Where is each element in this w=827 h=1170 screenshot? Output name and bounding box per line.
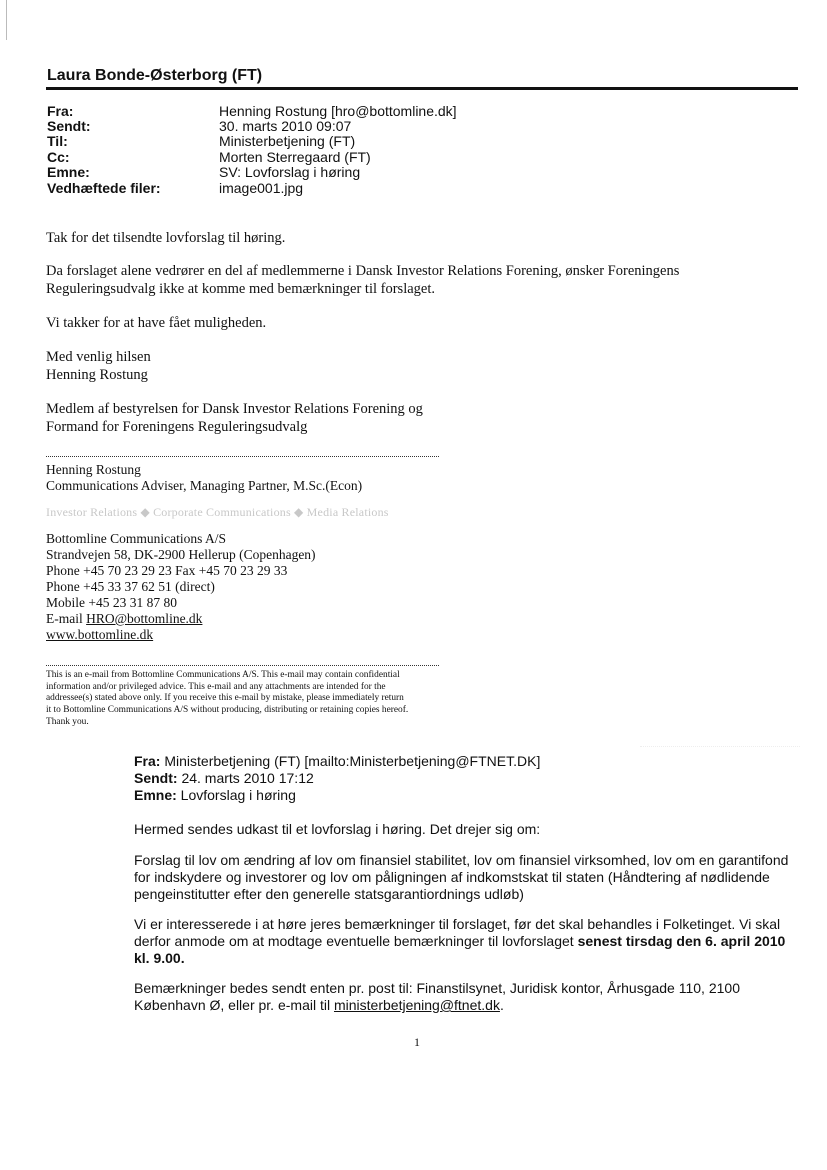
field-value: SV: Lovforslag i høring xyxy=(219,164,361,180)
forwarded-line: Forslag til lov om ændring af lov om finansiel stabilitet, lov om finansiel virksomhed, lov om en garantifond xyxy=(134,852,789,868)
header-rule xyxy=(46,87,798,90)
signature-title: Communications Adviser, Managing Partner, M.Sc.(Econ) xyxy=(46,478,363,493)
field-label: Vedhæftede filer: xyxy=(47,180,161,196)
reply-line: Da forslaget alene vedrører en del af medlemmerne i Dansk Investor Relations Forening, ønsker Foreningens xyxy=(46,263,680,279)
forwarded-line xyxy=(134,950,794,967)
field-label: Cc: xyxy=(47,149,70,165)
disclaimer-line: Thank you. xyxy=(46,716,89,727)
forwarded-sendt xyxy=(134,770,794,787)
forwarded-paragraph xyxy=(134,852,794,903)
closing-greeting: Med venlig hilsen xyxy=(46,349,151,365)
forwarded-paragraph xyxy=(134,980,794,1014)
role-line: Formand for Foreningens Reguleringsudvalg xyxy=(46,419,308,435)
reply-paragraph xyxy=(46,262,766,298)
disclaimer xyxy=(46,670,446,729)
forwarded-line xyxy=(134,933,794,950)
forwarded-fra-label: Fra: xyxy=(134,753,161,769)
field-label: Emne: xyxy=(47,164,90,180)
forwarded-line xyxy=(134,997,794,1014)
signature-phone: Phone +45 70 23 29 23 Fax +45 70 23 29 33 xyxy=(46,563,288,578)
forwarded-emne xyxy=(134,787,794,804)
scan-margin-mark xyxy=(6,0,7,40)
field-label: Fra: xyxy=(47,103,74,119)
disclaimer-line: This is an e-mail from Bottomline Communications A/S. This e-mail may contain confidential xyxy=(46,670,400,680)
signature-mobile: Mobile +45 23 31 87 80 xyxy=(46,595,177,610)
forwarded-emne-label: Emne: xyxy=(134,787,177,803)
email-label: E-mail xyxy=(46,611,87,626)
signature-divider xyxy=(46,456,439,457)
signature-tagline: Investor Relations ◆ Corporate Communications ◆ Media Relations xyxy=(46,505,389,519)
closing xyxy=(46,348,766,384)
forwarded-line: Vi er interesserede i at høre jeres bemærkninger til forslaget, før det skal behandles i Folketinget. Vi skal xyxy=(134,916,781,932)
field-label: Sendt: xyxy=(47,118,91,134)
field-value: Ministerbetjening (FT) xyxy=(219,133,356,149)
reply-paragraph: Vi takker for at have fået muligheden. xyxy=(46,315,267,331)
forwarded-emne-value: Lovforslag i høring xyxy=(176,787,296,803)
disclaimer-line: it to Bottomline Communications A/S without producing, distributing or retaining copies hereof. xyxy=(46,705,409,716)
signature-email xyxy=(46,611,202,627)
forwarded-paragraph: Hermed sendes udkast til et lovforslag i høring. Det drejer sig om: xyxy=(134,821,541,837)
attachment-filename[interactable]: image001.jpg xyxy=(219,180,304,196)
forwarded-sendt-value: 24. marts 2010 17:12 xyxy=(177,770,314,786)
forwarded-text: København Ø, eller pr. e-mail til xyxy=(134,997,334,1013)
field-value: 30. marts 2010 09:07 xyxy=(219,118,352,134)
forward-separator xyxy=(640,746,800,747)
forwarded-fra xyxy=(134,753,794,770)
signature-company: Bottomline Communications A/S xyxy=(46,531,227,546)
closing-signer: Henning Rostung xyxy=(46,367,148,383)
forwarded-line: for indskydere og investorer og lov om påligningen af indkomstskat til staten (Håndtering af nødlidende xyxy=(134,869,770,885)
disclaimer-line: information and/or privileged advice. This e-mail and any attachments are intended for the xyxy=(46,681,386,692)
forwarded-text: derfor anmode om at modtage eventuelle bemærkninger til lovforslaget xyxy=(134,933,578,949)
disclaimer-divider xyxy=(46,665,439,666)
forwarded-sendt-label: Sendt: xyxy=(134,770,178,786)
field-value: Morten Sterregaard (FT) xyxy=(219,149,371,165)
role-line: Medlem af bestyrelsen for Dansk Investor Relations Forening og xyxy=(46,401,423,417)
signature-address: Strandvejen 58, DK-2900 Hellerup (Copenhagen) xyxy=(46,547,316,562)
forwarded-paragraph xyxy=(134,916,794,967)
email-link[interactable]: HRO@bottomline.dk xyxy=(86,611,203,626)
signature-phone-direct: Phone +45 33 37 62 51 (direct) xyxy=(46,579,215,594)
signature-website xyxy=(46,627,153,643)
reply-line: Reguleringsudvalg ikke at komme med bemærkninger til forslaget. xyxy=(46,281,435,297)
forwarded-header xyxy=(134,753,794,804)
reply-paragraph: Tak for det tilsendte lovforslag til høring. xyxy=(46,230,286,246)
ministry-email-link[interactable]: ministerbetjening@ftnet.dk xyxy=(333,997,500,1013)
field-label: Til: xyxy=(47,133,68,149)
disclaimer-line: addressee(s) stated above only. If you receive this e-mail by mistake, please immediately return xyxy=(46,693,404,704)
forwarded-fra-value: Ministerbetjening (FT) [mailto:Ministerbetjening@FTNET.DK] xyxy=(160,753,541,769)
signer-role xyxy=(46,400,766,436)
field-value: Henning Rostung [hro@bottomline.dk] xyxy=(219,103,457,119)
mailbox-owner-name: Laura Bonde-Østerborg (FT) xyxy=(47,67,263,84)
website-link[interactable]: www.bottomline.dk xyxy=(46,627,154,642)
page-number: 1 xyxy=(414,1035,420,1049)
forwarded-text: . xyxy=(499,997,504,1013)
signature-name: Henning Rostung xyxy=(46,462,141,477)
forwarded-line: pengeinstitutter efter den generelle statsgarantiordnings udløb) xyxy=(134,886,524,902)
deadline-text: senest tirsdag den 6. april 2010 xyxy=(577,933,786,949)
forwarded-line: Bemærkninger bedes sendt enten pr. post til: Finanstilsynet, Juridisk kontor, Århusgade 110, 2100 xyxy=(134,980,740,996)
deadline-time: kl. 9.00. xyxy=(134,950,185,966)
